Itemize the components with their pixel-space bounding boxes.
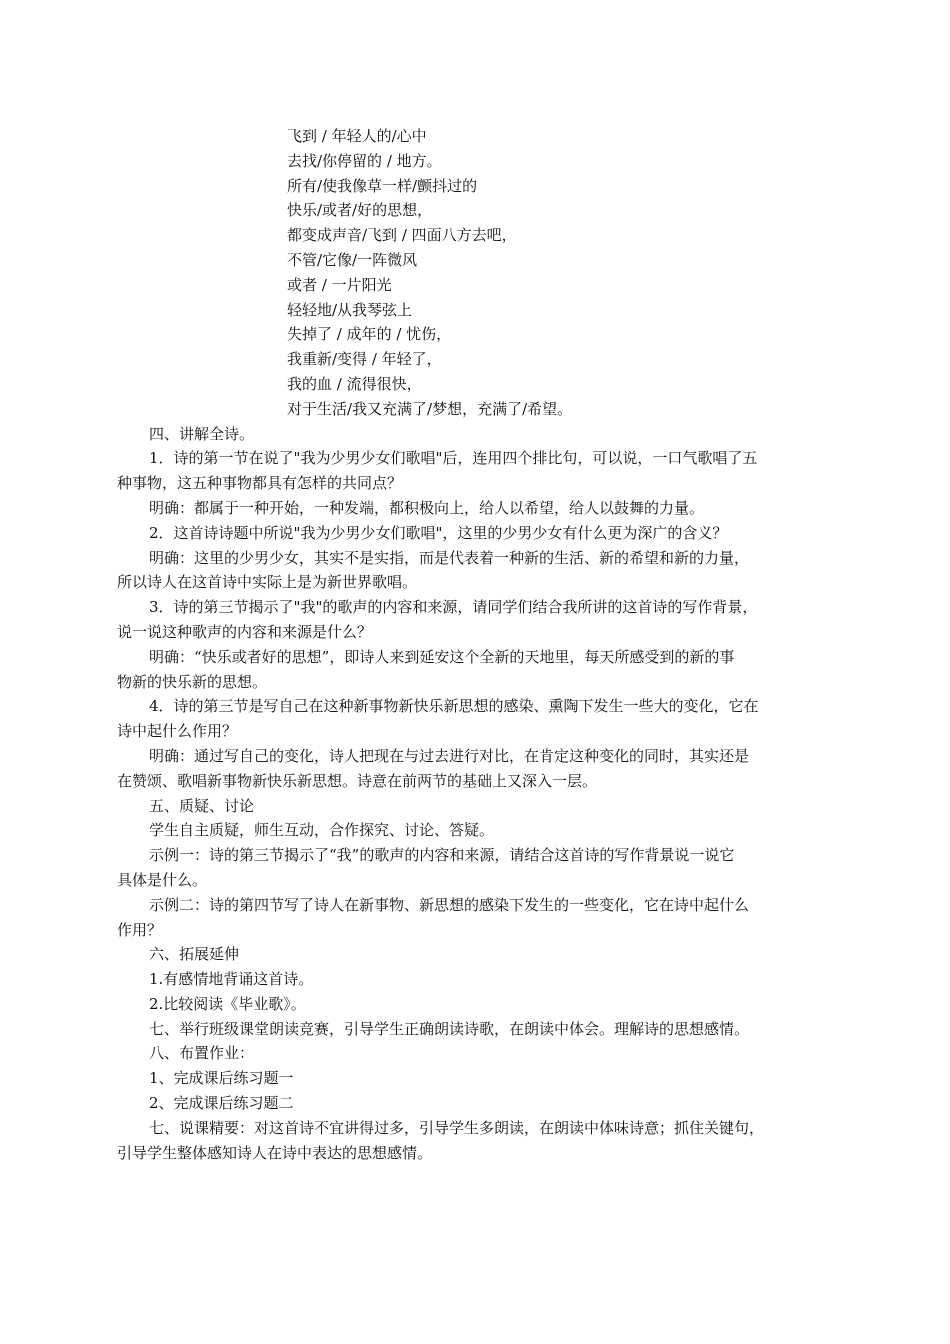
poem-line: 对于生活/我又充满了/梦想，充满了/希望。 <box>287 399 573 418</box>
list-item: 2、完成课后练习题二 <box>149 1094 294 1113</box>
question-1 <box>117 446 832 496</box>
text-line: 在赞颂、歌唱新事物新快乐新思想。诗意在前两节的基础上又深入一层。 <box>117 771 598 790</box>
text-line: 学生自主质疑，师生互动，合作探究、讨论、答疑。 <box>149 821 495 840</box>
text-line: 引导学生整体感知诗人在诗中表达的思想感情。 <box>117 1143 433 1162</box>
text-line: 物新的快乐新的思想。 <box>117 672 268 691</box>
text-line: 种事物，这五种事物都具有怎样的共同点？ <box>117 474 403 493</box>
text-line: 2．这首诗诗题中所说"我为少男少女们歌唱"，这里的少男少女有什么更为深广的含义？ <box>149 523 728 542</box>
poem-line: 失掉了 / 成年的 / 忧伤， <box>287 325 452 344</box>
text-line: 具体是什么。 <box>117 870 208 889</box>
text-line: 所以诗人在这首诗中实际上是为新世界歌唱。 <box>117 573 418 592</box>
text-line: 明确：通过写自己的变化，诗人把现在与过去进行对比，在肯定这种变化的同时，其实还是 <box>149 746 750 765</box>
text-line: 示例二：诗的第四节写了诗人在新事物、新思想的感染下发生的一些变化，它在诗中起什么 <box>149 895 750 914</box>
section-heading: 六、拓展延伸 <box>149 945 240 964</box>
list-item: 2.比较阅读《毕业歌》。 <box>149 994 306 1013</box>
poem-excerpt <box>117 124 832 422</box>
text-line: 作用？ <box>117 920 163 939</box>
section-heading: 四、讲解全诗。 <box>149 424 255 443</box>
poem-line: 我的血 / 流得很快， <box>287 374 422 393</box>
example-2 <box>117 893 832 943</box>
answer-3 <box>117 645 832 695</box>
section-extension <box>117 942 832 1016</box>
section-homework <box>117 1041 832 1115</box>
question-4 <box>117 694 832 744</box>
poem-line: 我重新/变得 / 年轻了， <box>287 350 442 369</box>
answer-2 <box>117 546 832 596</box>
text-line: 明确：“快乐或者好的思想”，即诗人来到延安这个全新的天地里，每天所感受到的新的事 <box>149 647 735 666</box>
poem-line: 飞到 / 年轻人的/心中 <box>287 127 427 145</box>
list-item: 1、完成课后练习题一 <box>149 1069 294 1088</box>
section-summary <box>117 1116 832 1166</box>
poem-line: 都变成声音/飞到 / 四面八方去吧， <box>287 226 517 245</box>
text-line: 七、说课精要：对这首诗不宜讲得过多，引导学生多朗读，在朗读中体味诗意；抓住关键句， <box>149 1118 765 1137</box>
poem-line: 所有/使我像草一样/颤抖过的 <box>287 176 478 195</box>
section-heading: 八、布置作业： <box>149 1044 255 1063</box>
text-line: 明确：都属于一种开始，一种发端，都积极向上，给人以希望，给人以鼓舞的力量。 <box>149 498 705 517</box>
poem-line: 或者 / 一片阳光 <box>287 275 392 294</box>
poem-line: 轻轻地/从我琴弦上 <box>287 300 413 319</box>
section-heading: 七、举行班级课堂朗读竞赛，引导学生正确朗读诗歌，在朗读中体会。理解诗的思想感情。 <box>149 1019 750 1038</box>
answer-4 <box>117 744 832 794</box>
section-discussion <box>117 794 832 943</box>
example-1 <box>117 843 832 893</box>
question-3 <box>117 595 832 645</box>
text-line: 诗中起什么作用？ <box>117 722 238 741</box>
question-2 <box>117 521 832 546</box>
list-item: 1.有感情地背诵这首诗。 <box>149 970 314 989</box>
text-line: 说一说这种歌声的内容和来源是什么？ <box>117 622 373 641</box>
poem-line: 去找/你停留的 / 地方。 <box>287 151 442 170</box>
section-reading-contest <box>117 1017 832 1042</box>
answer-1 <box>117 496 832 521</box>
text-line: 示例一：诗的第三节揭示了“我”的歌声的内容和来源，请结合这首诗的写作背景说一说它 <box>149 846 735 865</box>
text-line: 明确：这里的少男少女，其实不是实指，而是代表着一种新的生活、新的希望和新的力量， <box>149 548 750 567</box>
poem-line: 不管/它像/一阵微风 <box>287 250 418 269</box>
document-page <box>117 124 832 1165</box>
poem-line: 快乐/或者/好的思想， <box>287 201 433 220</box>
section-heading: 五、质疑、讨论 <box>149 796 255 815</box>
text-line: 1．诗的第一节在说了"我为少男少女们歌唱"后，连用四个排比句，可以说，一口气歌唱了五 <box>149 449 758 468</box>
section-explain-poem <box>117 422 832 794</box>
text-line: 3．诗的第三节揭示了"我"的歌声的内容和来源，请同学们结合我所讲的这首诗的写作背景， <box>149 598 758 617</box>
text-line: 4．诗的第三节是写自己在这种新事物新快乐新思想的感染、熏陶下发生一些大的变化，它在 <box>149 697 759 716</box>
